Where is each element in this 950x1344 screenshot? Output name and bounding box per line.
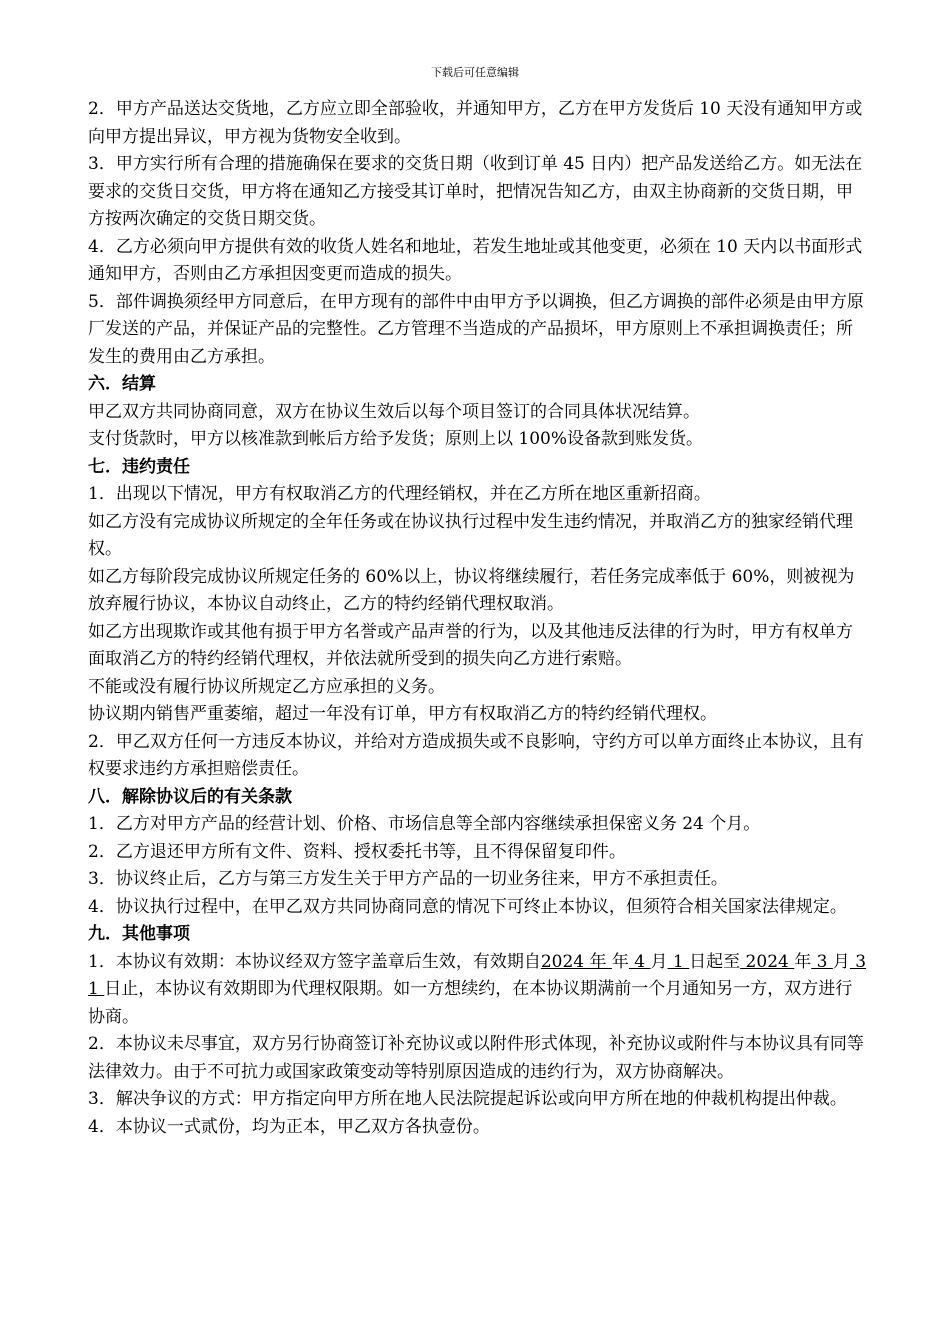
clause-text: 2．甲方产品送达交货地，乙方应立即全部验收，并通知甲方，乙方在甲方发货后 10 天没有通知甲方或向甲方提出异议，甲方视为货物安全收到。 [88,99,863,147]
clause-text: 2．本协议未尽事宜，双方另行协商签订补充协议或以附件形式体现，补充协议或附件与本协议具有同等法律效力。由于不可抗力或国家政策变动等特别原因造成的违约行为，双方协商解决。 [88,1034,864,1082]
start-day: 1 [667,951,690,972]
section-number: 八． [88,786,122,807]
section-title: 其他事项 [122,924,190,944]
clause-text: 2．乙方退还甲方所有文件、资料、授权委托书等，且不得保留复印件。 [88,841,626,862]
section-heading-liability [88,454,868,482]
clause-text: 1．乙方对甲方产品的经营计划、价格、市场信息等全部内容继续承担保密义务 24 个月。 [88,814,761,834]
clause-text: 3．协议终止后，乙方与第三方发生关于甲方产品的一切业务往来，甲方不承担责任。 [88,869,728,889]
validity-text: 日起至 [689,951,741,972]
section-title: 解除协议后的有关条款 [122,786,292,807]
validity-clause [88,949,868,1032]
end-month: 3 [811,951,833,972]
clause-text: 5．部件调换须经甲方同意后，在甲方现有的部件中由甲方予以调换，但乙方调换的部件必须是由甲方原厂发送的产品，并保证产品的完整性。乙方管理不当造成的产品损坏，甲方原则上不承担调换责任；所发生的费用由乙方承担。 [88,291,864,367]
section-number: 六． [88,374,122,394]
clause-text: 不能或没有履行协议所规定乙方应承担的义务。 [88,676,445,697]
validity-text: 年 [794,951,812,972]
section-heading-settlement [88,371,868,399]
section-number: 九． [88,924,122,944]
validity-text: 月 [832,951,850,972]
section-heading-termination [88,784,868,812]
start-year: 2024 年 [540,951,612,972]
clause-text: 如乙方出现欺诈或其他有损于甲方名誉或产品声誉的行为，以及其他违反法律的行为时，甲方有权单方面取消乙方的特约经销代理权，并依法就所受到的损失向乙方进行索赔。 [88,621,853,669]
section-title: 违约责任 [122,456,190,477]
end-day: 31 [88,951,867,999]
clause-text: 4．乙方必须向甲方提供有效的收货人姓名和地址，若发生地址或其他变更，必须在 10 天内以书面形式通知甲方，否则由乙方承担因变更而造成的损失。 [88,236,863,284]
clause-text: 甲乙双方共同协商同意，双方在协议生效后以每个项目签订的合同具体状况结算。 [88,401,700,422]
clause-text: 4．协议执行过程中，在甲乙双方共同协商同意的情况下可终止本协议，但须符合相关国家法律规定。 [88,896,847,917]
clause-text: 协议期内销售严重萎缩，超过一年没有订单，甲方有权取消乙方的特约经销代理权。 [88,704,717,724]
page-header-note: 下载后可任意编辑 [431,66,519,79]
document-body [88,96,868,1141]
clause-text: 如乙方没有完成协议所规定的全年任务或在协议执行过程中发生违约情况，并取消乙方的独家经销代理权。 [88,511,853,559]
section-heading-other [88,921,868,949]
clause-text: 4．本协议一式贰份，均为正本，甲乙双方各执壹份。 [88,1116,490,1137]
clause-text: 3．解决争议的方式：甲方指定向甲方所在地人民法院提起诉讼或向甲方所在地的仲裁机构提出仲裁。 [88,1089,847,1109]
section-number: 七． [88,456,122,477]
validity-text: 1．本协议有效期：本协议经双方签字盖章后生效，有效期自 [88,951,541,972]
clause-text: 3．甲方实行所有合理的措施确保在要求的交货日期（收到订单 45 日内）把产品发送给乙方。如无法在要求的交货日交货，甲方将在通知乙方接受其订单时，把情况告知乙方，由双主协商新的交货日期，甲方按两次确定的交货日期交货。 [88,154,863,229]
start-month: 4 [628,951,651,972]
section-title: 结算 [122,374,156,394]
clause-text: 支付货款时，甲方以核准款到帐后方给予发货；原则上以 100%设备款到账发货。 [88,429,704,449]
validity-text: 年 [611,951,629,972]
clause-text: 如乙方每阶段完成协议所规定任务的 60%以上，协议将继续履行，若任务完成率低于 60%，则被视为放弃履行协议，本协议自动终止，乙方的特约经销代理权取消。 [88,566,855,614]
end-year: 2024 [740,951,795,972]
clause-text: 1．出现以下情况，甲方有权取消乙方的代理经销权，并在乙方所在地区重新招商。 [88,484,711,504]
validity-text: 月 [650,951,668,972]
clause-text: 2．甲乙双方任何一方违反本协议，并给对方造成损失或不良影响，守约方可以单方面终止本协议，且有权要求违约方承担赔偿责任。 [88,731,864,779]
validity-text: 日止，本协议有效期即为代理权限期。如一方想续约，在本协议期满前一个月通知另一方，双方进行协商。 [88,979,853,1027]
